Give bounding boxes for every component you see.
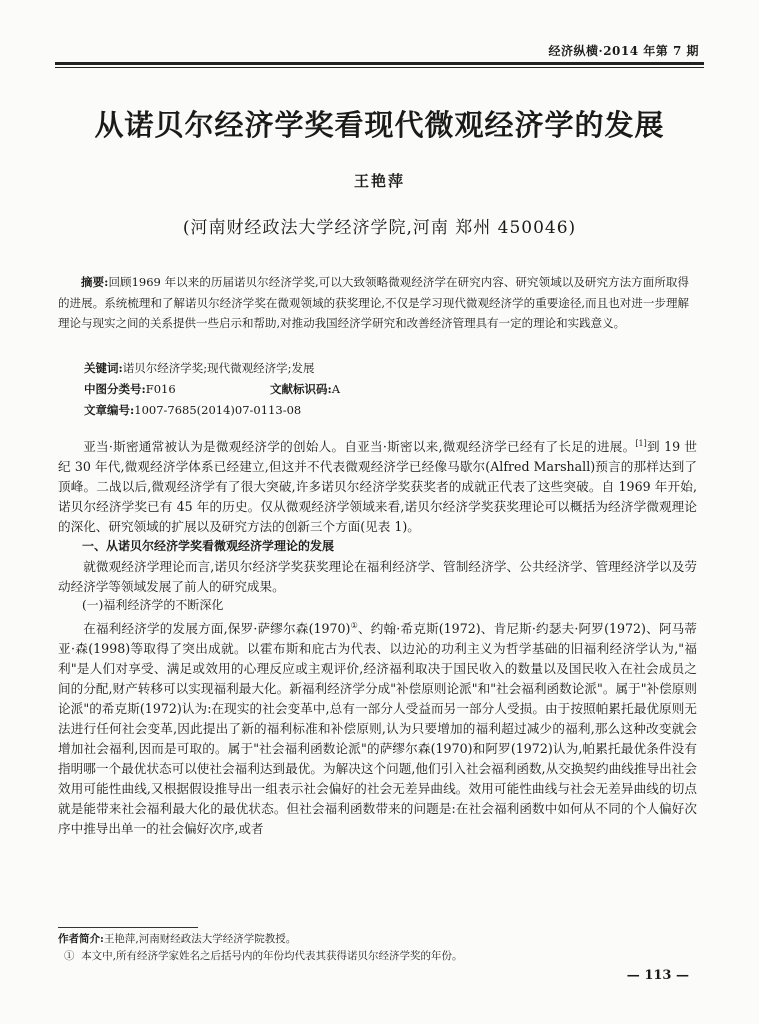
subsection-heading-1: (一)福利经济学的不断深化 bbox=[82, 598, 224, 613]
abstract bbox=[58, 272, 689, 334]
doc-code-line bbox=[270, 379, 340, 399]
footnote-1-text: 本文中,所有经济学家姓名之后括号内的年份均代表其获得诺贝尔经济学奖的年份。 bbox=[81, 950, 463, 962]
paragraph-intro-part-b: 到 19 世纪 30 年代,微观经济学体系已经建立,但这并不代表微观经济学已经像马歇尔(Alfred Marshall)预言的那样达到了顶峰。二战以后,微观经济学有了很大突破,许多诺贝尔经济学奖获奖者的成就正代表了这些突破。自 1969 年开始,诺贝尔经济学奖已有 45 年的历史。仅从微观经济学领域来看,诺贝尔经济学奖获奖理论可以概括为经济学微观理论的深化、研究领域的扩展以及研究方法的创新三个方面(见表 1)。 bbox=[58, 439, 697, 534]
author-affiliation: (河南财经政法大学经济学院,河南 郑州 450046) bbox=[182, 218, 577, 238]
clc-label: 中图分类号: bbox=[84, 382, 146, 396]
running-head: 经济纵横·2014 年第 7 期 bbox=[548, 44, 699, 58]
article-title: 从诺贝尔经济学奖看现代微观经济学的发展 bbox=[94, 108, 665, 142]
footnote-ref: ① bbox=[350, 621, 358, 631]
paragraph-section-1: 就微观经济学理论而言,诺贝尔经济学奖获奖理论在福利经济学、管制经济学、公共经济学、管理经济学以及劳动经济学等领域发展了前人的研究成果。 bbox=[58, 558, 697, 594]
footnote-1 bbox=[64, 948, 463, 963]
keywords: 诺贝尔经济学奖;现代微观经济学;发展 bbox=[122, 361, 315, 375]
footnote-1-mark: ① bbox=[64, 950, 75, 962]
doc-code-value: A bbox=[331, 382, 341, 396]
article-number-value: 1007-7685(2014)07-0113-08 bbox=[134, 403, 302, 417]
article-number-label: 文章编号: bbox=[84, 403, 135, 417]
footnote-author-text: 王艳萍,河南财经政法大学经济学院教授。 bbox=[103, 933, 297, 945]
footnote-rule bbox=[58, 927, 198, 928]
article-author: 王艳萍 bbox=[353, 172, 405, 190]
clc-value: F016 bbox=[145, 382, 176, 396]
section-heading-1: 一、从诺贝尔经济学奖看微观经济学理论的发展 bbox=[82, 538, 335, 553]
keywords-label: 关键词: bbox=[84, 361, 123, 375]
header-rule-thin bbox=[55, 67, 704, 68]
clc-line bbox=[84, 379, 176, 399]
footnote-author bbox=[58, 931, 296, 946]
keywords-line bbox=[84, 358, 315, 378]
page-number: — 113 — bbox=[626, 968, 689, 983]
body-text bbox=[58, 434, 697, 839]
paragraph-welfare-part-b: 、约翰·希克斯(1972)、肯尼斯·约瑟夫·阿罗(1972)、阿马蒂亚·森(1998)等取得了突出成就。以霍布斯和庇古为代表、以边沁的功利主义为哲学基础的旧福利经济学认为,"福利"是人们对享受、满足或效用的心理反应或主观评价,经济福利取决于国民收入的数量以及国民收入在社会成员之间的分配,财产转移可以实现福利最大化。新福利经济学分成"补偿原则论派"和"社会福利函数论派"。属于"补偿原则论派"的希克斯(1972)认为:在现实的社会变革中,总有一部分人受益而另一部分人受损。由于按照帕累托最优原则无法进行任何社会变革,因此提出了新的福利标准和补偿原则,认为只要增加的福利超过减少的福利,那么这种改变就会增加社会福利,因而是可取的。属于"社会福利函数论派"的萨缪尔森(1970)和阿罗(1972)认为,帕累托最优条件没有指明哪一个最优状态可以使社会福利达到最优。为解决这个问题,他们引入社会福利函数,从交换契约曲线推导出社会效用可能性曲线,又根据假设推导出一组表示社会偏好的社会无差异曲线。效用可能性曲线与社会无差异曲线的切点就是能带来社会福利最大化的最优状态。但社会福利函数带来的问题是:在社会福利函数中如何从不同的个人偏好次序中推导出单一的社会偏好次序,或者 bbox=[58, 621, 698, 836]
doc-code-label: 文献标识码: bbox=[270, 382, 332, 396]
abstract-text: 回顾1969 年以来的历届诺贝尔经济学奖,可以大致领略微观经济学在研究内容、研究领域以及研究方法方面所取得的进展。系统梳理和了解诺贝尔经济学奖在微观领域的获奖理论,不仅是学习现代微观经济学的重要途径,而且也对进一步理解理论与现实之间的关系提供一些启示和帮助,对推动我国经济学研究和改善经济管理具有一定的理论和实践意义。 bbox=[58, 275, 689, 330]
abstract-label: 摘要: bbox=[81, 275, 109, 289]
citation-ref: [1] bbox=[635, 439, 647, 448]
paragraph-intro-part-a: 亚当·斯密通常被认为是微观经济学的创始人。自亚当·斯密以来,微观经济学已经有了长足的进展。 bbox=[83, 439, 636, 455]
paragraph-welfare bbox=[58, 616, 697, 838]
header-rule-thick bbox=[55, 62, 704, 65]
paragraph-intro bbox=[58, 434, 697, 537]
article-number-line bbox=[84, 400, 301, 420]
footnote-author-label: 作者简介: bbox=[58, 933, 104, 945]
paragraph-welfare-part-a: 在福利经济学的发展方面,保罗·萨缪尔森(1970) bbox=[83, 621, 351, 637]
